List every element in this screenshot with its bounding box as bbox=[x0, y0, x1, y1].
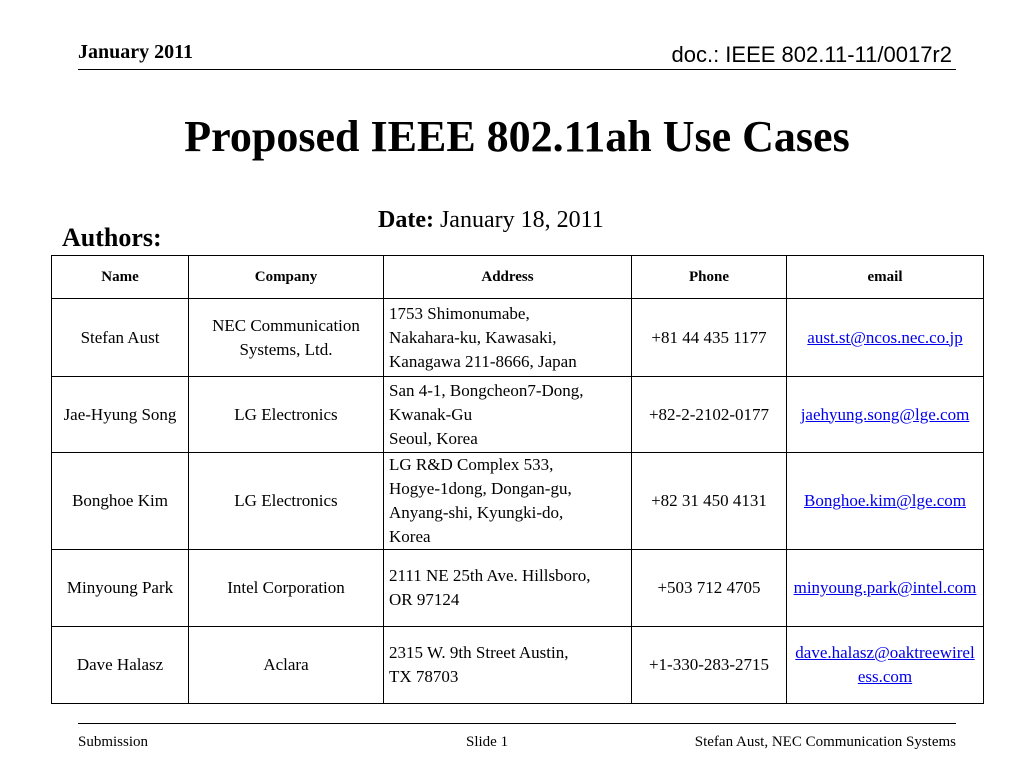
author-company: Intel Corporation bbox=[189, 550, 384, 627]
author-email-cell bbox=[787, 550, 984, 627]
date-label: Date: bbox=[378, 207, 434, 233]
table-row bbox=[52, 299, 984, 377]
author-name: Stefan Aust bbox=[52, 299, 189, 377]
address-line: LG R&D Complex 533, bbox=[389, 455, 554, 474]
table-header-row bbox=[52, 256, 984, 299]
author-address bbox=[384, 550, 632, 627]
author-phone: +82-2-2102-0177 bbox=[632, 377, 787, 453]
footer-submission: Submission bbox=[78, 734, 149, 750]
author-address bbox=[384, 299, 632, 377]
author-company: LG Electronics bbox=[189, 377, 384, 453]
author-company: Aclara bbox=[189, 627, 384, 704]
authors-table bbox=[51, 255, 984, 704]
date-line bbox=[378, 205, 604, 235]
table-row bbox=[52, 550, 984, 627]
author-phone: +81 44 435 1177 bbox=[632, 299, 787, 377]
address-line: Anyang-shi, Kyungki-do, bbox=[389, 503, 564, 522]
address-line: Kanagawa 211-8666, Japan bbox=[389, 351, 577, 371]
table-row bbox=[52, 453, 984, 550]
column-header-email: email bbox=[787, 256, 984, 299]
author-name: Minyoung Park bbox=[52, 550, 189, 627]
address-line: 2111 NE 25th Ave. Hillsboro, bbox=[389, 566, 591, 585]
author-email-link[interactable]: Bonghoe.kim@lge.com bbox=[803, 491, 967, 510]
column-header-address: Address bbox=[384, 256, 632, 299]
address-line: Korea bbox=[389, 527, 431, 546]
slide-title: Proposed IEEE 802.11ah Use Cases bbox=[184, 112, 850, 161]
author-email-cell bbox=[787, 453, 984, 550]
column-header-phone: Phone bbox=[632, 256, 787, 299]
author-company: NEC Communication Systems, Ltd. bbox=[189, 299, 384, 377]
header-doc-id: doc.: IEEE 802.11-11/0017r2 bbox=[671, 42, 952, 67]
address-line: San 4-1, Bongcheon7-Dong, bbox=[389, 380, 584, 400]
author-address bbox=[384, 377, 632, 453]
author-address bbox=[384, 627, 632, 704]
author-phone: +82 31 450 4131 bbox=[632, 453, 787, 550]
author-email-cell bbox=[787, 377, 984, 453]
author-email-link[interactable]: minyoung.park@intel.com bbox=[793, 578, 977, 597]
author-company: LG Electronics bbox=[189, 453, 384, 550]
address-line: Seoul, Korea bbox=[389, 428, 478, 448]
author-email-cell bbox=[787, 627, 984, 704]
address-line: Nakahara-ku, Kawasaki, bbox=[389, 327, 557, 347]
author-name: Bonghoe Kim bbox=[52, 453, 189, 550]
address-line: 2315 W. 9th Street Austin, bbox=[389, 643, 569, 662]
address-line: TX 78703 bbox=[389, 667, 459, 686]
author-email-link[interactable]: jaehyung.song@lge.com bbox=[800, 404, 970, 424]
author-email-link[interactable]: aust.st@ncos.nec.co.jp bbox=[807, 327, 963, 347]
footer-divider bbox=[78, 723, 956, 724]
column-header-company: Company bbox=[189, 256, 384, 299]
author-email-cell bbox=[787, 299, 984, 377]
address-line: OR 97124 bbox=[389, 590, 460, 609]
table-row bbox=[52, 377, 984, 453]
author-name: Dave Halasz bbox=[52, 627, 189, 704]
footer-author: Stefan Aust, NEC Communication Systems bbox=[694, 734, 956, 750]
author-address bbox=[384, 453, 632, 550]
address-line: Hogye-1dong, Dongan-gu, bbox=[389, 479, 572, 498]
footer-slide-number: Slide 1 bbox=[466, 734, 509, 750]
column-header-name: Name bbox=[52, 256, 189, 299]
author-name: Jae-Hyung Song bbox=[52, 377, 189, 453]
header-date: January 2011 bbox=[78, 41, 194, 63]
address-line: Kwanak-Gu bbox=[389, 404, 473, 424]
author-phone: +1-330-283-2715 bbox=[632, 627, 787, 704]
table-row bbox=[52, 627, 984, 704]
author-phone: +503 712 4705 bbox=[632, 550, 787, 627]
date-value: January 18, 2011 bbox=[439, 207, 604, 233]
address-line: 1753 Shimonumabe, bbox=[389, 303, 530, 323]
author-email-link[interactable]: dave.halasz@oaktreewireless.com bbox=[795, 643, 975, 686]
header-divider bbox=[78, 69, 956, 70]
authors-heading: Authors: bbox=[62, 223, 162, 252]
